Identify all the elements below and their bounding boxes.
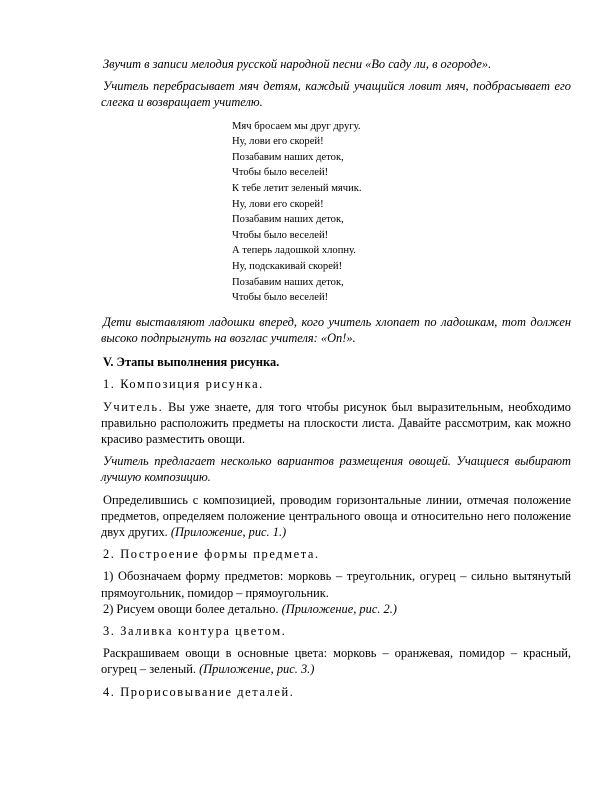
- poem-line: А теперь ладошкой хлопну.: [232, 245, 356, 257]
- poem-line: Позабавим наших деток,: [232, 276, 344, 288]
- step2-heading: 2. Построение формы предмета.: [103, 547, 320, 562]
- poem-line: Ну, лови его скорей!: [232, 198, 324, 210]
- poem-line: Чтобы было веселей!: [232, 167, 329, 179]
- step3-paragraph-text: Раскрашиваем овощи в основные цвета: морковь – оранжевая, помидор – красный, огурец – зеленый.: [101, 646, 571, 677]
- appendix-ref: (Приложение, рис. 3.): [199, 662, 315, 677]
- poem-line: Чтобы было веселей!: [232, 229, 329, 241]
- step1-paragraph: [101, 492, 571, 541]
- step2-item2-text: 2) Рисуем овощи более детально.: [103, 601, 282, 616]
- document-page: [101, 56, 571, 700]
- poem-line: Позабавим наших деток,: [232, 151, 344, 163]
- poem-line: Чтобы было веселей!: [232, 292, 329, 304]
- poem-line: Ну, подскакивай скорей!: [232, 260, 343, 272]
- step1-teacher-paragraph: [101, 399, 571, 448]
- appendix-ref: (Приложение, рис. 1.): [170, 524, 287, 539]
- step3-heading: 3. Заливка контура цветом.: [103, 623, 287, 638]
- step1-note: Учитель предлагает несколько вариантов размещения овощей. Учащиеся выбирают лучшую композицию.: [101, 454, 571, 485]
- appendix-ref: (Приложение, рис. 2.): [281, 601, 397, 616]
- poem-line: Мяч бросаем мы друг другу.: [232, 120, 361, 132]
- step4-heading: 4. Прорисовывание деталей.: [103, 684, 295, 699]
- speaker-label: Учитель.: [103, 399, 164, 414]
- step1-teacher-text: Вы уже знаете, для того чтобы рисунок был выразительным, необходимо правильно расположить предметы на плоскости листа. Давайте рассмотрим, как можно красиво разместить овощи.: [101, 399, 571, 446]
- poem-line: К тебе летит зеленый мячик.: [232, 182, 362, 194]
- poem-line: Ну, лови его скорей!: [232, 136, 324, 148]
- step1-heading: 1. Композиция рисунка.: [103, 377, 264, 392]
- after-poem-paragraph: Дети выставляют ладошки вперед, кого учитель хлопает по ладошкам, тот должен высоко подпрыгнуть на возглас учителя: «Оп!».: [101, 314, 571, 345]
- step2-item1: 1) Обозначаем форму предметов: морковь – треугольник, огурец – сильно вытянутый прямоугольник, помидор – прямоугольник.: [101, 569, 571, 600]
- step1-paragraph-text: Определившись с композицией, проводим горизонтальные линии, отмечая положение предметов, определяем положение центрального овоща и относительно него положение двух других.: [101, 492, 571, 539]
- poem: [232, 119, 571, 306]
- poem-line: Позабавим наших деток,: [232, 214, 344, 226]
- step2-item2: [101, 601, 571, 617]
- intro-paragraph-music: Звучит в записи мелодия русской народной песни «Во саду ли, в огороде».: [103, 57, 492, 71]
- section-title: V. Этапы выполнения рисунка.: [103, 355, 280, 370]
- intro-paragraph-ball: Учитель перебрасывает мяч детям, каждый учащийся ловит мяч, подбрасывает его слегка и возвращает учителю.: [101, 79, 571, 110]
- step3-paragraph: [101, 645, 571, 677]
